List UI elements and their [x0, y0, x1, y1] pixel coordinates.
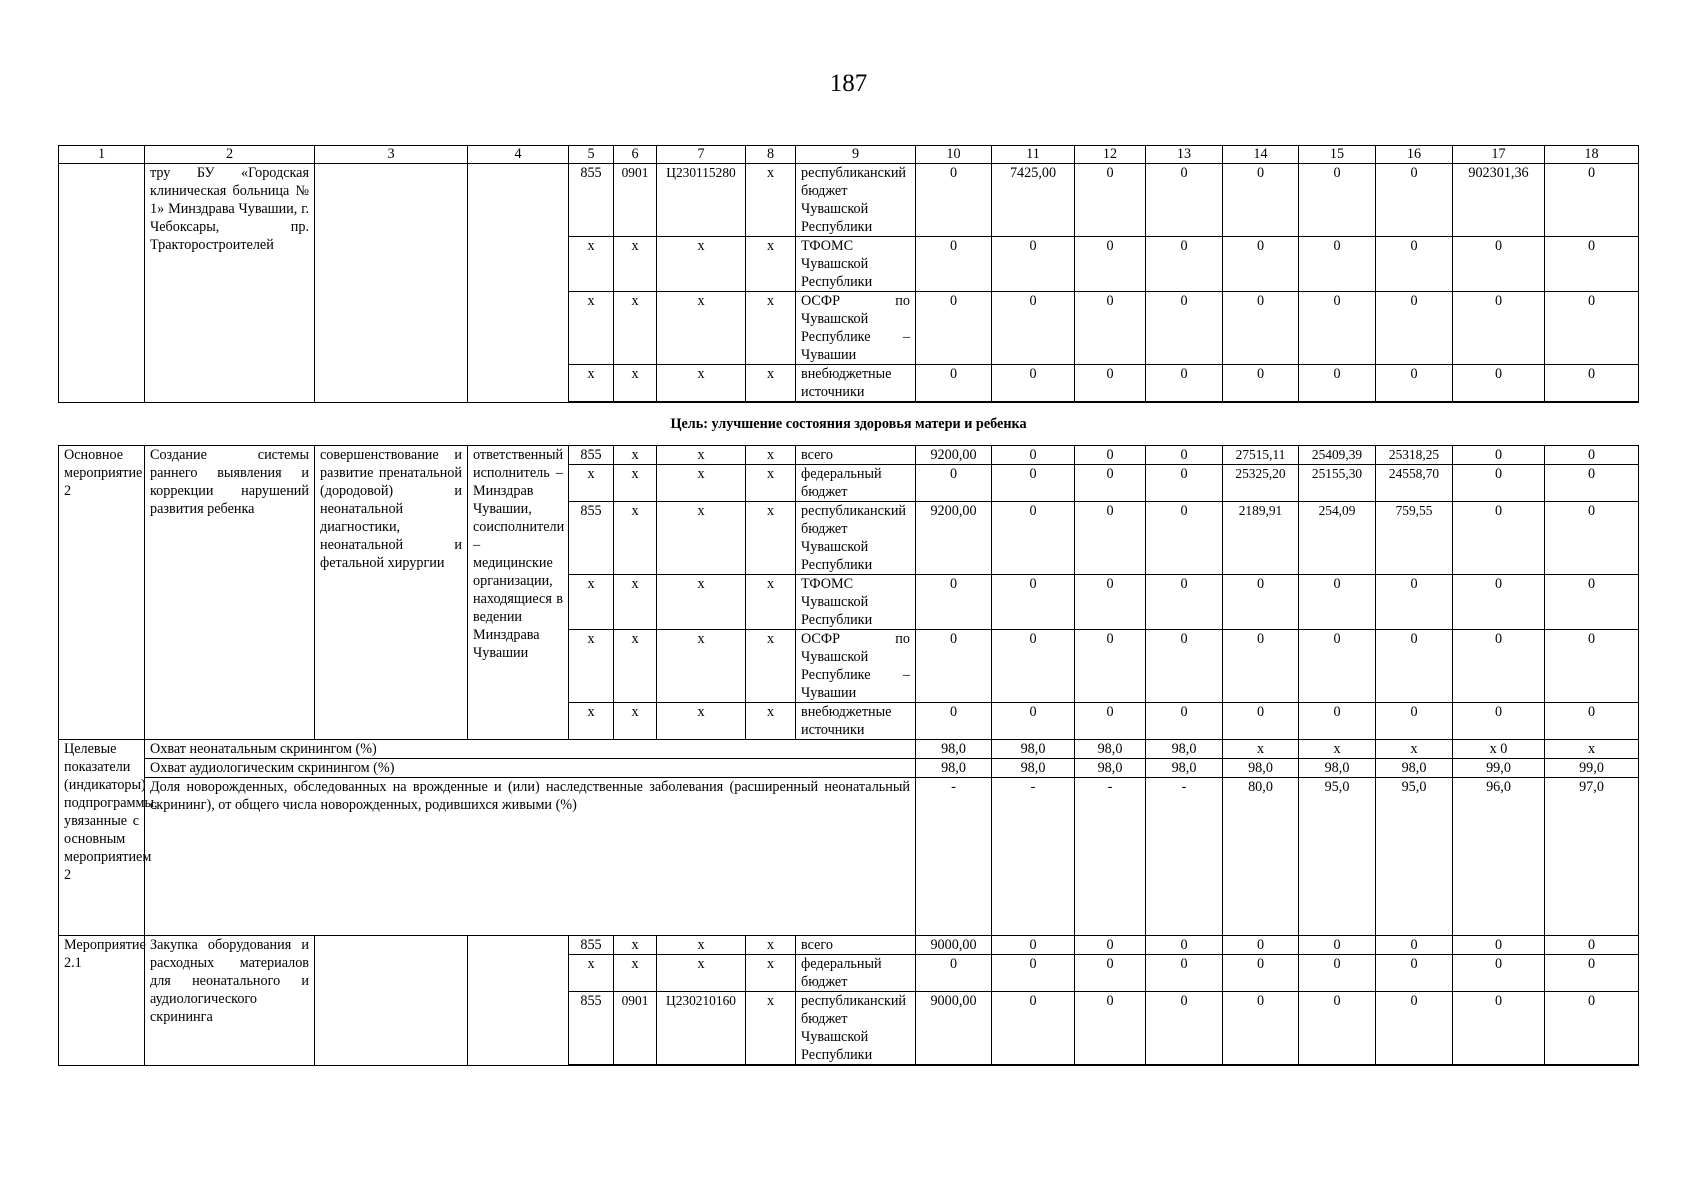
- value-cell: 0: [1146, 446, 1223, 465]
- responsible-cell: ответственный исполнитель – Минздрав Чувашии, соисполнители – медицинские организации, находящиеся в ведении Минздрава Чувашии: [468, 446, 569, 740]
- source-cell: федеральный бюджет: [796, 955, 916, 992]
- goal-heading: Цель: улучшение состояния здоровья матери и ребенка: [59, 402, 1639, 446]
- code-cell: x: [746, 446, 796, 465]
- value-cell: 0: [1299, 955, 1376, 992]
- code-cell: x: [746, 936, 796, 955]
- value-cell: 0: [1545, 936, 1639, 955]
- executor-cell: тру БУ «Городская клиническая больница № 1» Минздрава Чувашии, г. Чебоксары, пр. Тракторостроителей: [145, 164, 315, 403]
- value-cell: 0: [1075, 164, 1146, 237]
- value-cell: 0: [1376, 237, 1453, 292]
- value-cell: 98,0: [1146, 759, 1223, 778]
- header-cell: 9: [796, 146, 916, 164]
- description-cell: [315, 164, 468, 403]
- code-cell: 0901: [614, 992, 657, 1066]
- value-cell: 0: [992, 237, 1075, 292]
- value-cell: 0: [1299, 630, 1376, 703]
- description-cell: [315, 936, 468, 1066]
- value-cell: 0: [1453, 955, 1545, 992]
- value-cell: 0: [1453, 292, 1545, 365]
- header-cell: 11: [992, 146, 1075, 164]
- code-cell: 855: [569, 992, 614, 1066]
- value-cell: 0: [992, 703, 1075, 740]
- value-cell: 27515,11: [1223, 446, 1299, 465]
- value-cell: 0: [1453, 936, 1545, 955]
- code-cell: x: [746, 465, 796, 502]
- header-cell: 3: [315, 146, 468, 164]
- value-cell: 0: [916, 164, 992, 237]
- code-cell: x: [614, 955, 657, 992]
- indicator-label: Охват аудиологическим скринингом (%): [145, 759, 916, 778]
- value-cell: 0: [1075, 502, 1146, 575]
- code-cell: x: [569, 465, 614, 502]
- value-cell: 0: [1453, 365, 1545, 403]
- description-cell: совершенствование и развитие пренатальной (дородовой) и неонатальной диагностики, неонатальной и фетальной хирургии: [315, 446, 468, 740]
- table-row: [59, 936, 1639, 955]
- value-cell: 0: [1146, 575, 1223, 630]
- value-cell: 9000,00: [916, 936, 992, 955]
- value-cell: 0: [1223, 164, 1299, 237]
- value-cell: 0: [916, 365, 992, 403]
- value-cell: 759,55: [1376, 502, 1453, 575]
- value-cell: 0: [1223, 703, 1299, 740]
- value-cell: 0: [1545, 992, 1639, 1066]
- header-cell: 8: [746, 146, 796, 164]
- value-cell: 0: [1545, 292, 1639, 365]
- value-cell: 0: [1299, 164, 1376, 237]
- indicator-label: Охват неонатальным скринингом (%): [145, 740, 916, 759]
- value-cell: 98,0: [1075, 740, 1146, 759]
- value-cell: 0: [1223, 237, 1299, 292]
- value-cell: 0: [1545, 630, 1639, 703]
- value-cell: 95,0: [1376, 778, 1453, 936]
- value-cell: 0: [1223, 630, 1299, 703]
- code-cell: 855: [569, 936, 614, 955]
- value-cell: 0: [1376, 992, 1453, 1066]
- code-cell: x: [657, 936, 746, 955]
- source-cell: ТФОМС Чувашской Республики: [796, 575, 916, 630]
- value-cell: 0: [916, 237, 992, 292]
- value-cell: 98,0: [992, 740, 1075, 759]
- source-cell: ОСФР по Чувашской Республике – Чувашии: [796, 292, 916, 365]
- page-number: 187: [829, 70, 868, 97]
- value-cell: 0: [1223, 365, 1299, 403]
- value-cell: 0: [1299, 936, 1376, 955]
- header-row: [59, 146, 1639, 164]
- code-cell: x: [569, 575, 614, 630]
- code-cell: x: [657, 465, 746, 502]
- value-cell: 0: [1075, 703, 1146, 740]
- code-cell: x: [614, 446, 657, 465]
- value-cell: -: [1146, 778, 1223, 936]
- value-cell: 0: [1223, 955, 1299, 992]
- code-cell: x: [746, 365, 796, 403]
- activity-name-cell: Закупка оборудования и расходных материалов для неонатального и аудиологического скрининга: [145, 936, 315, 1066]
- header-cell: 5: [569, 146, 614, 164]
- code-cell: x: [569, 365, 614, 403]
- table-row: [59, 164, 1639, 237]
- value-cell: 9200,00: [916, 446, 992, 465]
- value-cell: 0: [1075, 992, 1146, 1066]
- source-cell: республиканский бюджет Чувашской Республики: [796, 502, 916, 575]
- code-cell: x: [569, 237, 614, 292]
- value-cell: 0: [1545, 164, 1639, 237]
- source-cell: внебюджетные источники: [796, 365, 916, 403]
- indicator-label: Доля новорожденных, обследованных на врожденные и (или) наследственные заболевания (расширенный неонатальный скрининг), от общего числа новорожденных, родившихся живыми (%): [145, 778, 916, 936]
- value-cell: 0: [1545, 365, 1639, 403]
- value-cell: 2189,91: [1223, 502, 1299, 575]
- value-cell: 0: [992, 465, 1075, 502]
- code-cell: x: [614, 703, 657, 740]
- code-cell: x: [614, 575, 657, 630]
- header-cell: 1: [59, 146, 145, 164]
- value-cell: 0: [1223, 292, 1299, 365]
- value-cell: 0: [1453, 630, 1545, 703]
- value-cell: 95,0: [1299, 778, 1376, 936]
- value-cell: 0: [1299, 575, 1376, 630]
- value-cell: 9000,00: [916, 992, 992, 1066]
- source-cell: республиканский бюджет Чувашской Республики: [796, 992, 916, 1066]
- code-cell: x: [657, 575, 746, 630]
- indicators-heading-cell: Целевые показатели (индикаторы) подпрограммы, увязанные с основным мероприятием 2: [59, 740, 145, 936]
- source-cell: всего: [796, 936, 916, 955]
- value-cell: 99,0: [1453, 759, 1545, 778]
- value-cell: 0: [1075, 446, 1146, 465]
- value-cell: 0: [1146, 992, 1223, 1066]
- value-cell: 0: [1376, 955, 1453, 992]
- header-cell: 15: [1299, 146, 1376, 164]
- value-cell: -: [992, 778, 1075, 936]
- value-cell: 0: [1299, 365, 1376, 403]
- value-cell: 97,0: [1545, 778, 1639, 936]
- code-cell: x: [746, 630, 796, 703]
- responsible-cell: [468, 936, 569, 1066]
- code-cell: Ц230210160: [657, 992, 746, 1066]
- code-cell: x: [746, 703, 796, 740]
- header-cell: 17: [1453, 146, 1545, 164]
- code-cell: x: [746, 575, 796, 630]
- value-cell: 0: [1075, 936, 1146, 955]
- value-cell: 0: [1075, 575, 1146, 630]
- code-cell: 0901: [614, 164, 657, 237]
- value-cell: 25155,30: [1299, 465, 1376, 502]
- value-cell: 0: [992, 936, 1075, 955]
- value-cell: 0: [1223, 936, 1299, 955]
- value-cell: 0: [1376, 365, 1453, 403]
- value-cell: 0: [992, 630, 1075, 703]
- header-cell: 16: [1376, 146, 1453, 164]
- value-cell: 0: [1075, 237, 1146, 292]
- value-cell: 80,0: [1223, 778, 1299, 936]
- code-cell: x: [657, 446, 746, 465]
- header-cell: 6: [614, 146, 657, 164]
- value-cell: 25409,39: [1299, 446, 1376, 465]
- value-cell: 254,09: [1299, 502, 1376, 575]
- value-cell: 0: [1376, 630, 1453, 703]
- value-cell: 902301,36: [1453, 164, 1545, 237]
- value-cell: 0: [1376, 703, 1453, 740]
- code-cell: x: [569, 703, 614, 740]
- value-cell: 0: [1146, 237, 1223, 292]
- value-cell: -: [916, 778, 992, 936]
- header-cell: 10: [916, 146, 992, 164]
- value-cell: 0: [916, 465, 992, 502]
- code-cell: 855: [569, 502, 614, 575]
- activity-cell: [59, 164, 145, 403]
- value-cell: -: [1075, 778, 1146, 936]
- value-cell: 0: [992, 446, 1075, 465]
- value-cell: 0: [992, 502, 1075, 575]
- value-cell: 0: [1146, 365, 1223, 403]
- value-cell: 0: [1299, 703, 1376, 740]
- code-cell: x: [614, 936, 657, 955]
- value-cell: 25318,25: [1376, 446, 1453, 465]
- value-cell: 0: [992, 955, 1075, 992]
- code-cell: x: [614, 292, 657, 365]
- table-row: [59, 446, 1639, 465]
- budget-table: [58, 145, 1639, 1066]
- value-cell: 0: [1545, 446, 1639, 465]
- source-cell: всего: [796, 446, 916, 465]
- value-cell: 0: [1453, 502, 1545, 575]
- value-cell: 0: [1376, 575, 1453, 630]
- header-cell: 4: [468, 146, 569, 164]
- code-cell: x: [746, 164, 796, 237]
- value-cell: 25325,20: [1223, 465, 1299, 502]
- value-cell: 0: [1545, 955, 1639, 992]
- value-cell: 0: [1545, 575, 1639, 630]
- header-cell: 18: [1545, 146, 1639, 164]
- value-cell: x: [1376, 740, 1453, 759]
- value-cell: 0: [1545, 465, 1639, 502]
- value-cell: 98,0: [916, 759, 992, 778]
- value-cell: 0: [992, 292, 1075, 365]
- value-cell: 0: [1453, 575, 1545, 630]
- code-cell: x: [657, 630, 746, 703]
- value-cell: 96,0: [1453, 778, 1545, 936]
- value-cell: 0: [916, 630, 992, 703]
- goal-row: [59, 402, 1639, 446]
- value-cell: 0: [1545, 502, 1639, 575]
- value-cell: 0: [1146, 936, 1223, 955]
- value-cell: 0: [1545, 237, 1639, 292]
- value-cell: 0: [1299, 292, 1376, 365]
- value-cell: 0: [1075, 365, 1146, 403]
- value-cell: 0: [992, 575, 1075, 630]
- value-cell: 0: [1545, 703, 1639, 740]
- value-cell: 0: [1146, 630, 1223, 703]
- value-cell: x: [1545, 740, 1639, 759]
- activity-name-cell: Создание системы раннего выявления и коррекции нарушений развития ребенка: [145, 446, 315, 740]
- code-cell: x: [614, 465, 657, 502]
- code-cell: x: [569, 630, 614, 703]
- value-cell: 98,0: [1299, 759, 1376, 778]
- value-cell: 0: [1453, 237, 1545, 292]
- value-cell: 0: [1299, 237, 1376, 292]
- code-cell: 855: [569, 164, 614, 237]
- value-cell: 0: [1376, 936, 1453, 955]
- header-cell: 12: [1075, 146, 1146, 164]
- value-cell: x: [1223, 740, 1299, 759]
- code-cell: x: [746, 237, 796, 292]
- header-cell: 2: [145, 146, 315, 164]
- code-cell: x: [657, 365, 746, 403]
- value-cell: 0: [1146, 164, 1223, 237]
- value-cell: 0: [1453, 465, 1545, 502]
- code-cell: x: [657, 703, 746, 740]
- value-cell: 0: [916, 703, 992, 740]
- responsible-cell: [468, 164, 569, 403]
- value-cell: x 0: [1453, 740, 1545, 759]
- value-cell: 0: [916, 292, 992, 365]
- source-cell: ОСФР по Чувашской Республике – Чувашии: [796, 630, 916, 703]
- code-cell: Ц230115280: [657, 164, 746, 237]
- value-cell: 98,0: [1146, 740, 1223, 759]
- value-cell: 0: [1146, 502, 1223, 575]
- value-cell: 0: [1299, 992, 1376, 1066]
- header-cell: 14: [1223, 146, 1299, 164]
- value-cell: 0: [1223, 575, 1299, 630]
- value-cell: 0: [1376, 164, 1453, 237]
- code-cell: 855: [569, 446, 614, 465]
- value-cell: 99,0: [1545, 759, 1639, 778]
- code-cell: x: [614, 502, 657, 575]
- activity-cell: Основное мероприятие 2: [59, 446, 145, 740]
- code-cell: x: [614, 365, 657, 403]
- value-cell: 0: [1453, 992, 1545, 1066]
- value-cell: x: [1299, 740, 1376, 759]
- activity-cell: Мероприятие 2.1: [59, 936, 145, 1066]
- value-cell: 0: [1075, 292, 1146, 365]
- value-cell: 0: [1146, 292, 1223, 365]
- indicator-row: [59, 778, 1639, 936]
- header-cell: 13: [1146, 146, 1223, 164]
- code-cell: x: [614, 237, 657, 292]
- value-cell: 0: [1376, 292, 1453, 365]
- code-cell: x: [657, 955, 746, 992]
- code-cell: x: [746, 292, 796, 365]
- value-cell: 0: [1146, 703, 1223, 740]
- value-cell: 9200,00: [916, 502, 992, 575]
- code-cell: x: [569, 955, 614, 992]
- value-cell: 98,0: [1376, 759, 1453, 778]
- value-cell: 0: [992, 992, 1075, 1066]
- value-cell: 24558,70: [1376, 465, 1453, 502]
- value-cell: 98,0: [916, 740, 992, 759]
- value-cell: 0: [916, 955, 992, 992]
- indicator-row: [59, 759, 1639, 778]
- code-cell: x: [657, 237, 746, 292]
- code-cell: x: [746, 502, 796, 575]
- source-cell: ТФОМС Чувашской Республики: [796, 237, 916, 292]
- code-cell: x: [746, 992, 796, 1066]
- value-cell: 0: [1146, 955, 1223, 992]
- value-cell: 0: [1453, 703, 1545, 740]
- value-cell: 0: [1453, 446, 1545, 465]
- value-cell: 7425,00: [992, 164, 1075, 237]
- value-cell: 0: [1146, 465, 1223, 502]
- value-cell: 0: [1075, 630, 1146, 703]
- source-cell: республиканский бюджет Чувашской Республики: [796, 164, 916, 237]
- code-cell: x: [657, 292, 746, 365]
- source-cell: федеральный бюджет: [796, 465, 916, 502]
- value-cell: 0: [992, 365, 1075, 403]
- code-cell: x: [746, 955, 796, 992]
- source-cell: внебюджетные источники: [796, 703, 916, 740]
- value-cell: 98,0: [1075, 759, 1146, 778]
- value-cell: 0: [1075, 955, 1146, 992]
- code-cell: x: [569, 292, 614, 365]
- header-cell: 7: [657, 146, 746, 164]
- indicator-row: [59, 740, 1639, 759]
- value-cell: 98,0: [1223, 759, 1299, 778]
- value-cell: 0: [1223, 992, 1299, 1066]
- code-cell: x: [657, 502, 746, 575]
- code-cell: x: [614, 630, 657, 703]
- value-cell: 0: [1075, 465, 1146, 502]
- value-cell: 98,0: [992, 759, 1075, 778]
- value-cell: 0: [916, 575, 992, 630]
